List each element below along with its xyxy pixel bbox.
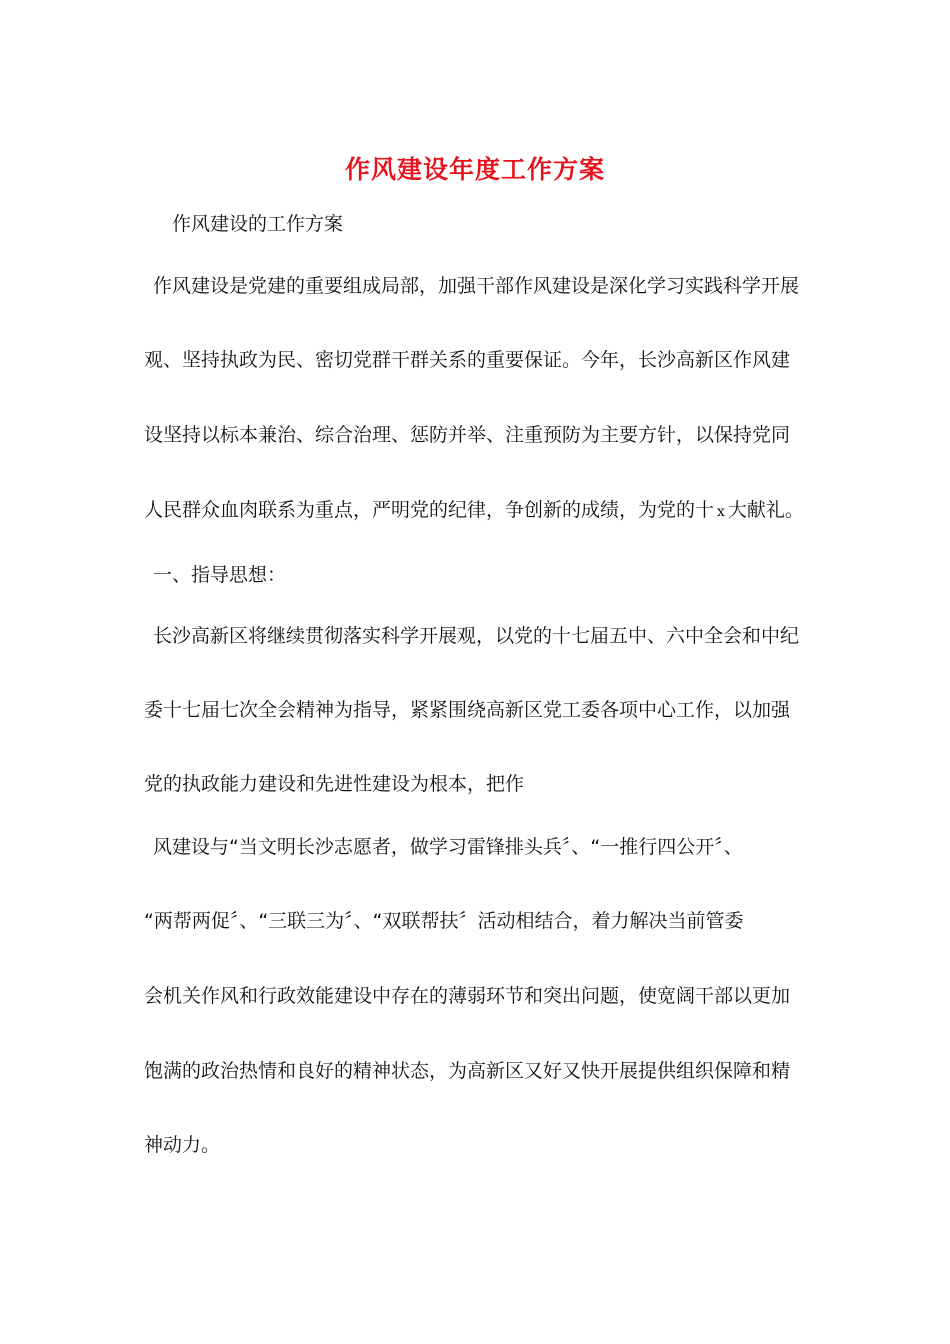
paragraph-line: 委十七届七次全会精神为指导，紧紧围绕高新区党工委各项中心工作，以加强 <box>144 699 791 721</box>
paragraph-line: 设坚持以标本兼治、综合治理、惩防并举、注重预防为主要方针，以保持党同 <box>144 424 791 446</box>
paragraph-line: 作风建设是党建的重要组成局部，加强干部作风建设是深化学习实践科学开展 <box>153 275 800 297</box>
paragraph-line <box>144 497 804 525</box>
paragraph-text: 大献礼。 <box>727 499 804 521</box>
paragraph-line: 风建设与“当文明长沙志愿者，做学习雷锋排头兵〞、“一推行四公开〞、 <box>153 836 743 858</box>
document-subtitle: 作风建设的工作方案 <box>172 213 344 235</box>
paragraph-line: “两帮两促〞、“三联三为〞、“双联帮扶〞活动相结合，着力解决当前管委 <box>144 910 744 932</box>
paragraph-text: 人民群众血肉联系为重点，严明党的纪律，争创新的成绩，为党的十 <box>144 499 715 521</box>
document-title: 作风建设年度工作方案 <box>344 155 605 184</box>
section-heading: 一、指导思想： <box>153 564 287 586</box>
paragraph-line: 神动力。 <box>144 1134 221 1156</box>
paragraph-line: 长沙高新区将继续贯彻落实科学开展观，以党的十七届五中、六中全会和中纪 <box>153 625 800 647</box>
paragraph-line: 会机关作风和行政效能建设中存在的薄弱环节和突出问题，使宽阔干部以更加 <box>144 985 791 1007</box>
paragraph-line: 党的执政能力建设和先进性建设为根本，把作 <box>144 773 525 795</box>
paragraph-line: 观、坚持执政为民、密切党群干群关系的重要保证。今年，长沙高新区作风建 <box>144 349 791 371</box>
paragraph-text: x <box>717 504 725 520</box>
paragraph-line: 饱满的政治热情和良好的精神状态，为高新区又好又快开展提供组织保障和精 <box>144 1060 791 1082</box>
